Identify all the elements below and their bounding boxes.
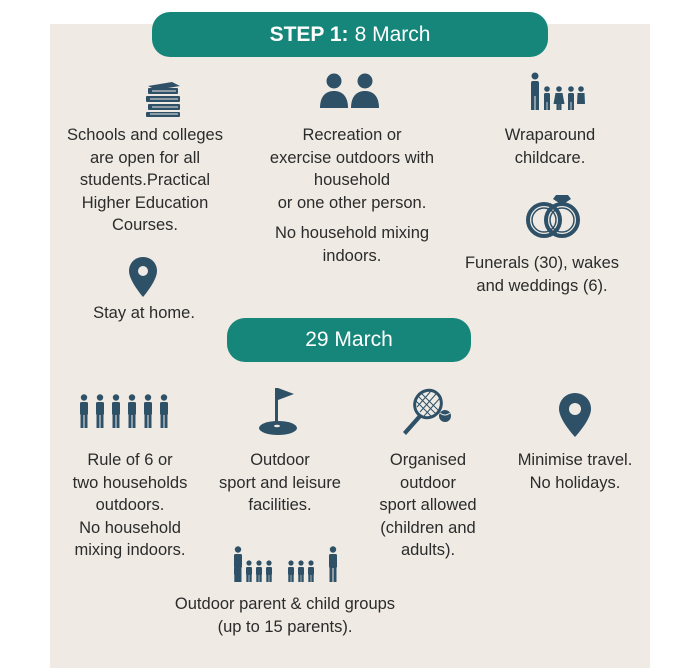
location-pin-icon	[558, 392, 592, 438]
stay-home-text: Stay at home.	[93, 304, 195, 322]
six-people-icon	[78, 394, 172, 428]
parent-groups-text: Outdoor parent & child groups (up to 15 parents).	[174, 595, 396, 636]
wraparound-text: Wraparound childcare.	[504, 126, 596, 167]
step1-date: 8 March	[354, 22, 431, 46]
rings-icon	[522, 190, 586, 242]
funerals-text: Funerals (30), wakes and weddings (6).	[464, 254, 620, 295]
family-icon	[527, 72, 585, 110]
schools-text: Schools and colleges are open for all students.Practical Higher Education Courses.	[67, 126, 223, 234]
rule-of-six-text: Rule of 6 or two households outdoors. No household mixing indoors.	[72, 451, 188, 559]
organised-sport-text: Organised outdoor sport allowed (children and adults).	[379, 451, 477, 559]
parent-child-groups-icon	[233, 546, 339, 582]
people-icon	[318, 72, 382, 108]
recreation-text: Recreation or exercise outdoors with household or one other person.	[269, 126, 435, 212]
minimise-travel-text: Minimise travel. No holidays.	[517, 451, 633, 492]
step2-date: 29 March	[305, 328, 393, 351]
step1-header	[152, 12, 548, 57]
tennis-racket-icon	[400, 386, 454, 436]
step1-label: STEP 1:	[269, 22, 349, 46]
outdoor-sport-text: Outdoor sport and leisure facilities.	[219, 451, 341, 514]
no-mixing-text: No household mixing indoors.	[274, 224, 430, 265]
books-icon	[144, 82, 184, 118]
step2-header	[227, 318, 471, 362]
golf-flag-icon	[258, 386, 302, 436]
location-pin-icon	[128, 256, 158, 298]
